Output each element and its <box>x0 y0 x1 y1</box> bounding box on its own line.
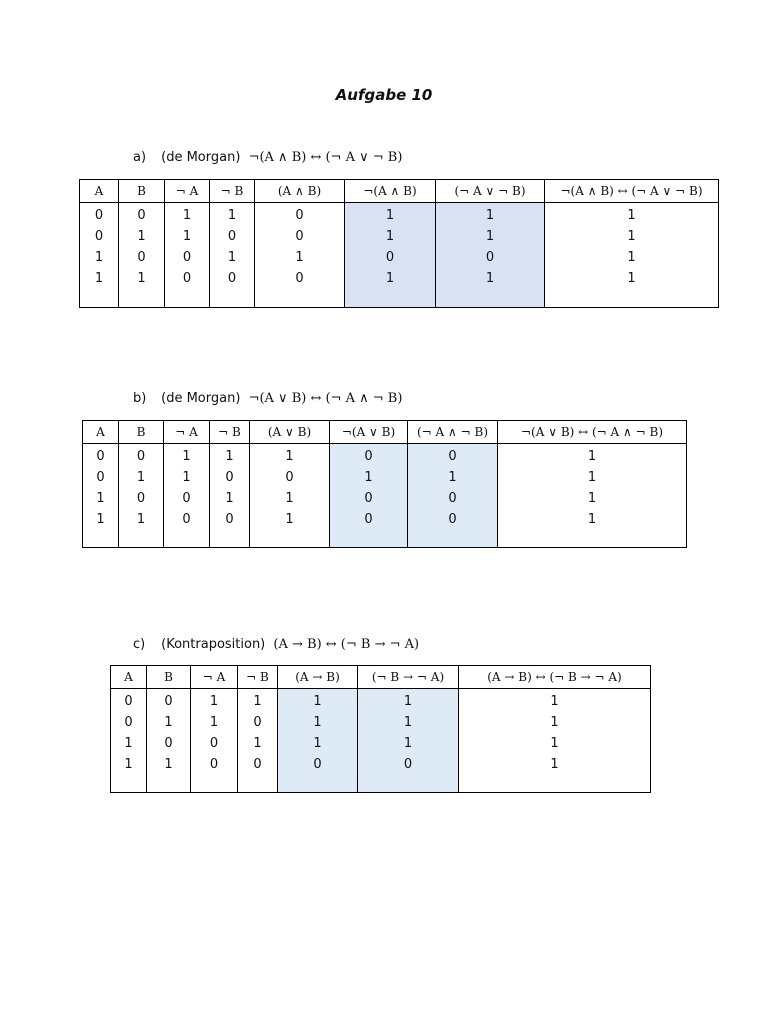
cell-value: 1 <box>136 470 146 485</box>
cell-value: 1 <box>485 208 495 223</box>
column-header: B <box>119 180 165 203</box>
cell-value: 1 <box>364 470 373 485</box>
cell-value: 1 <box>182 208 192 223</box>
column-header: (¬ B → ¬ A) <box>358 666 459 689</box>
column-values <box>498 444 687 548</box>
cell-value: 0 <box>253 757 262 772</box>
column-values <box>278 689 358 793</box>
column-values <box>250 444 330 548</box>
column-header: (A → B) ↔ (¬ B → ¬ A) <box>459 666 651 689</box>
cell-value: 0 <box>94 208 104 223</box>
cell-value: 1 <box>313 715 322 730</box>
cell-value: 0 <box>137 208 146 223</box>
cell-value: 1 <box>313 694 322 709</box>
cell-value: 1 <box>403 715 413 730</box>
column-values <box>210 444 250 548</box>
column-header: ¬(A ∧ B) ↔ (¬ A ∨ ¬ B) <box>545 180 719 203</box>
cell-value: 0 <box>164 694 173 709</box>
column-values <box>165 203 210 308</box>
cell-value: 1 <box>448 470 457 485</box>
cell-value: 1 <box>164 715 173 730</box>
cell-value: 1 <box>550 757 559 772</box>
cell-value: 0 <box>136 449 146 464</box>
cell-value: 1 <box>209 694 219 709</box>
cell-value: 0 <box>96 449 105 464</box>
column-header: ¬(A ∨ B) <box>330 421 408 444</box>
cell-value: 1 <box>124 736 133 751</box>
column-values <box>345 203 436 308</box>
column-values <box>436 203 545 308</box>
truth-table-c <box>110 665 651 793</box>
cell-value: 0 <box>124 694 133 709</box>
cell-value: 1 <box>550 694 559 709</box>
column-values <box>210 203 255 308</box>
cell-value: 1 <box>587 470 597 485</box>
section-formula: ¬(A ∧ B) ↔ (¬ A ∨ ¬ B) <box>248 150 403 165</box>
cell-value: 1 <box>627 271 636 286</box>
cell-value: 1 <box>253 736 262 751</box>
section-c-heading <box>133 637 419 652</box>
cell-value: 1 <box>385 229 395 244</box>
cell-value: 1 <box>403 694 413 709</box>
column-values <box>191 689 238 793</box>
column-header: ¬(A ∧ B) <box>345 180 436 203</box>
cell-value: 0 <box>137 250 146 265</box>
cell-value: 0 <box>94 229 104 244</box>
cell-value: 0 <box>448 512 457 527</box>
cell-value: 1 <box>225 491 234 506</box>
cell-value: 0 <box>295 208 304 223</box>
cell-value: 0 <box>182 491 191 506</box>
section-label: b) <box>133 391 147 406</box>
column-values <box>545 203 719 308</box>
cell-value: 0 <box>448 491 457 506</box>
cell-value: 1 <box>587 449 597 464</box>
cell-value: 1 <box>627 250 636 265</box>
column-values <box>358 689 459 793</box>
cell-value: 0 <box>182 512 191 527</box>
column-header: ¬ A <box>164 421 210 444</box>
cell-value: 1 <box>225 449 234 464</box>
section-a-heading <box>133 150 402 165</box>
cell-value: 1 <box>182 470 191 485</box>
column-header: A <box>80 180 119 203</box>
column-header: ¬ B <box>210 180 255 203</box>
cell-value: 0 <box>364 491 373 506</box>
column-values <box>83 444 119 548</box>
column-header: (A ∧ B) <box>255 180 345 203</box>
cell-value: 1 <box>136 512 146 527</box>
column-values <box>80 203 119 308</box>
truth-table-a <box>79 179 719 308</box>
column-values <box>238 689 278 793</box>
cell-value: 1 <box>627 229 636 244</box>
cell-value: 1 <box>550 736 559 751</box>
cell-value: 0 <box>227 271 237 286</box>
cell-value: 0 <box>295 271 304 286</box>
cell-value: 1 <box>295 250 304 265</box>
section-name: (de Morgan) <box>161 150 241 165</box>
cell-value: 1 <box>485 271 495 286</box>
column-header: A <box>111 666 147 689</box>
cell-value: 0 <box>403 757 413 772</box>
column-header: ¬ A <box>191 666 238 689</box>
column-header: (¬ A ∧ ¬ B) <box>408 421 498 444</box>
cell-value: 0 <box>313 757 322 772</box>
cell-value: 1 <box>385 271 395 286</box>
cell-value: 1 <box>587 512 597 527</box>
cell-value: 1 <box>124 757 133 772</box>
column-header: ¬(A ∨ B) ↔ (¬ A ∧ ¬ B) <box>498 421 687 444</box>
section-formula: ¬(A ∨ B) ↔ (¬ A ∧ ¬ B) <box>248 391 403 406</box>
cell-value: 0 <box>364 449 373 464</box>
cell-value: 1 <box>587 491 597 506</box>
cell-value: 0 <box>182 271 192 286</box>
cell-value: 1 <box>253 694 262 709</box>
cell-value: 1 <box>96 512 105 527</box>
cell-value: 1 <box>182 449 191 464</box>
cell-value: 0 <box>209 736 219 751</box>
truth-table-b <box>82 420 687 548</box>
cell-value: 0 <box>225 512 234 527</box>
cell-value: 0 <box>124 715 133 730</box>
cell-value: 0 <box>448 449 457 464</box>
cell-value: 0 <box>96 470 105 485</box>
column-header: ¬ A <box>165 180 210 203</box>
column-values <box>330 444 408 548</box>
cell-value: 1 <box>403 736 413 751</box>
cell-value: 1 <box>550 715 559 730</box>
column-values <box>459 689 651 793</box>
cell-value: 0 <box>385 250 395 265</box>
cell-value: 1 <box>285 491 294 506</box>
cell-value: 0 <box>225 470 234 485</box>
section-name: (Kontraposition) <box>161 637 266 652</box>
cell-value: 1 <box>285 512 294 527</box>
column-header: (A → B) <box>278 666 358 689</box>
cell-value: 1 <box>137 271 146 286</box>
column-values <box>147 689 191 793</box>
cell-value: 1 <box>94 271 104 286</box>
column-values <box>255 203 345 308</box>
cell-value: 1 <box>137 229 146 244</box>
cell-value: 1 <box>182 229 192 244</box>
cell-value: 1 <box>94 250 104 265</box>
cell-value: 1 <box>227 250 237 265</box>
column-header: (¬ A ∨ ¬ B) <box>436 180 545 203</box>
cell-value: 1 <box>209 715 219 730</box>
cell-value: 0 <box>227 229 237 244</box>
column-header: ¬ B <box>210 421 250 444</box>
cell-value: 1 <box>485 229 495 244</box>
column-header: B <box>119 421 164 444</box>
column-header: ¬ B <box>238 666 278 689</box>
cell-value: 0 <box>182 250 192 265</box>
cell-value: 1 <box>164 757 173 772</box>
cell-value: 1 <box>285 449 294 464</box>
cell-value: 0 <box>485 250 495 265</box>
cell-value: 0 <box>209 757 219 772</box>
section-name: (de Morgan) <box>161 391 241 406</box>
cell-value: 1 <box>313 736 322 751</box>
cell-value: 0 <box>295 229 304 244</box>
column-values <box>164 444 210 548</box>
cell-value: 1 <box>385 208 395 223</box>
column-header: A <box>83 421 119 444</box>
cell-value: 0 <box>164 736 173 751</box>
cell-value: 0 <box>285 470 294 485</box>
column-values <box>111 689 147 793</box>
cell-value: 0 <box>253 715 262 730</box>
column-header: (A ∨ B) <box>250 421 330 444</box>
column-header: B <box>147 666 191 689</box>
column-values <box>119 203 165 308</box>
column-values <box>408 444 498 548</box>
cell-value: 1 <box>227 208 237 223</box>
section-formula: (A → B) ↔ (¬ B → ¬ A) <box>273 637 420 652</box>
page-title: Aufgabe 10 <box>335 86 433 104</box>
cell-value: 0 <box>364 512 373 527</box>
column-values <box>119 444 164 548</box>
cell-value: 1 <box>627 208 636 223</box>
cell-value: 0 <box>136 491 146 506</box>
cell-value: 1 <box>96 491 105 506</box>
section-b-heading <box>133 391 402 406</box>
section-label: c) <box>133 637 146 652</box>
section-label: a) <box>133 150 147 165</box>
